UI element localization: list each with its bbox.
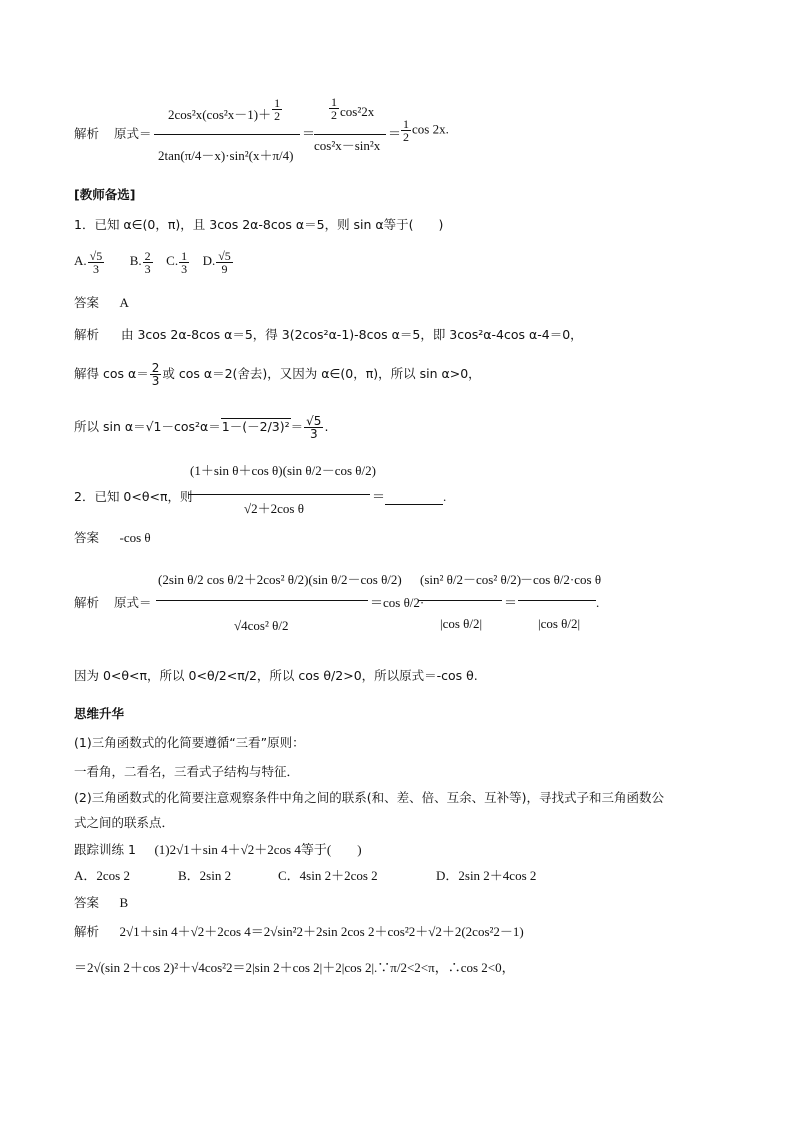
q1-options: [74, 250, 234, 275]
q2-mid-bar: [418, 600, 502, 601]
frac2-bar: [314, 134, 386, 135]
q1-stem: 1．已知 α∈(0，π)，且 3cos 2α-8cos α＝5，则 sin α等于( ): [74, 217, 444, 232]
q1-option-b[interactable]: B. $\frac{2}{3}$: [129, 249, 151, 276]
section-title: [教师备选]: [74, 187, 136, 202]
summary-p4: 式之间的联系点．: [74, 815, 175, 830]
q2-big-bar: [156, 600, 368, 601]
q1-analysis-line1: 解析 由 3cos 2α-8cos α＝5，得 3(2cos²α-1)-8cos α＝5，即 3cos²α-4cos α-4＝0，: [74, 327, 583, 342]
q1-option-d[interactable]: D. $\frac{√5}{9}$: [202, 249, 231, 276]
q1-analysis-line3: 所以 sin α＝√1－cos²α＝1－(－2/3)²＝ $\frac{√5}{3}$ .: [74, 414, 329, 441]
q1-option-a[interactable]: A. $\frac{√5}{3}$: [74, 249, 103, 276]
track-option-c[interactable]: C．4sin 2＋2cos 2: [278, 868, 378, 883]
track-analysis-line2: ＝2√(sin 2＋cos 2)²＋√4cos²2＝2|sin 2＋cos 2|＋2|cos 2|.∵π/2<2<π，∴cos 2<0，: [74, 960, 515, 975]
track-stem: (1)2√1＋sin 4＋√2＋2cos 4等于( ): [154, 842, 362, 857]
frac1-numerator: 2cos²x(cos²x－1)＋ $\frac{1}{2}$: [168, 95, 281, 123]
track-title: 跟踪训练 1: [74, 842, 136, 857]
track-answer-row: [74, 895, 128, 911]
result-fraction: $\frac{1}{2}$ cos 2x.: [403, 117, 449, 144]
eq-sign-1: ＝: [302, 126, 316, 141]
q2-final-dot: .: [596, 595, 600, 610]
analysis-label: 解析: [74, 126, 100, 141]
answer-label: 答案: [74, 295, 100, 310]
q2-mid-numerator: (sin² θ/2－cos² θ/2): [420, 572, 522, 587]
track-options: [74, 868, 536, 884]
summary-title: 思维升华: [74, 706, 125, 721]
q2-conclusion: 因为 0<θ<π，所以 0<θ/2<π/2，所以 cos θ/2>0，所以原式＝-cos θ.: [74, 668, 478, 683]
q2-last-denominator: |cos θ/2|: [538, 616, 581, 631]
track-option-b[interactable]: B．2sin 2: [178, 868, 232, 883]
q2-answer-row: [74, 530, 151, 546]
track-stem-row: [74, 842, 362, 858]
summary-p3: (2)三角函数式的化简要注意观察条件中角之间的联系(和、差、倍、互余、互补等)，寻找式子和三角函数公: [74, 790, 664, 805]
q2-last-bar: [518, 600, 596, 601]
frac1-bar: [154, 134, 300, 135]
track-option-a[interactable]: A．2cos 2: [74, 868, 130, 883]
analysis-label: 解析: [74, 924, 100, 939]
eq-sign-2: ＝: [388, 126, 402, 141]
track-analysis-line1: 解析 2√1＋sin 4＋√2＋2cos 4＝2√sin²2＋2sin 2cos 2＋cos²2＋√2＋2(2cos²2－1): [74, 924, 524, 939]
q2-stem: 2．已知 0<θ<π，则: [74, 489, 193, 504]
q2-eq2: ＝: [504, 595, 518, 610]
q1-answer: A: [119, 295, 129, 310]
q2-blank[interactable]: .: [385, 489, 446, 505]
summary-p1: (1)三角函数式的化简要遵循“三看”原则：: [74, 735, 305, 750]
frac2-numerator: $\frac{1}{2}$ cos²2x: [331, 94, 375, 122]
q2-denominator: √2＋2cos θ: [244, 501, 304, 516]
q2-big-numerator: (2sin θ/2 cos θ/2＋2cos² θ/2)(sin θ/2－cos θ/2): [158, 572, 402, 587]
q1-answer-row: [74, 295, 129, 311]
frac2-denominator: cos²x－sin²x: [314, 138, 381, 153]
q2-numerator: (1＋sin θ＋cos θ)(sin θ/2－cos θ/2): [190, 463, 376, 478]
answer-label: 答案: [74, 530, 100, 545]
analysis-label: 解析: [74, 327, 100, 342]
summary-p2: 一看角，二看名，三看式子结构与特征．: [74, 764, 300, 779]
q2-eq: ＝: [372, 489, 386, 504]
q2-fraction-bar: [188, 494, 370, 495]
q2-big-denominator: √4cos² θ/2: [234, 618, 289, 633]
track-answer: B: [119, 895, 129, 910]
answer-label: 答案: [74, 895, 100, 910]
analysis-label: 解析: [74, 595, 100, 610]
track-option-d[interactable]: D．2sin 2＋4cos 2: [436, 868, 537, 883]
q1-option-c[interactable]: C. $\frac{1}{3}$: [166, 249, 188, 276]
q2-last-numerator: －cos θ/2·cos θ: [520, 572, 602, 587]
q2-lhs: 原式＝: [114, 595, 152, 610]
frac1-denominator: 2tan(π/4－x)·sin²(x＋π/4): [158, 148, 294, 163]
q2-answer: -cos θ: [119, 530, 151, 545]
q1-analysis-line2: 解得 cos α＝ $\frac{2}{3}$ 或 cos α＝2(舍去)，又因为 α∈(0，π)，所以 sin α>0，: [74, 361, 481, 388]
q2-mid-denominator: |cos θ/2|: [440, 616, 483, 631]
expr-lhs: 原式＝: [114, 126, 152, 141]
q2-mid: ＝cos θ/2·: [370, 595, 425, 610]
